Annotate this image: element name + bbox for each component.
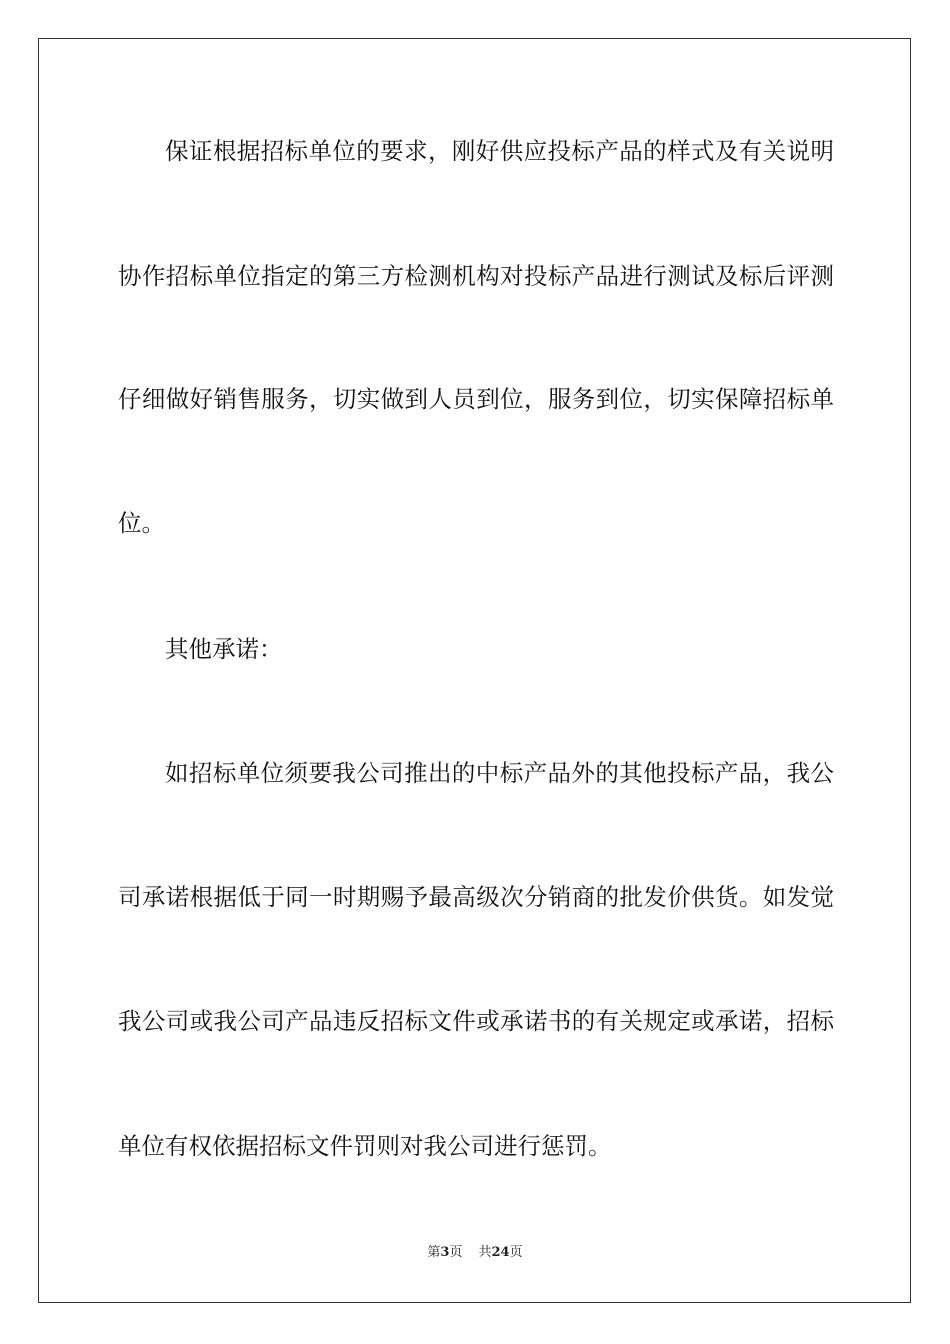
page-border: [38, 38, 911, 1303]
paragraph-line-7: 司承诺根据低于同一时期赐予最高级次分销商的批发价供货。如发觉: [118, 883, 834, 911]
paragraph-line-2: 协作招标单位指定的第三方检测机构对投标产品进行测试及标后评测: [118, 262, 834, 290]
footer-page-current: 3: [440, 1245, 450, 1260]
paragraph-line-1: 保证根据招标单位的要求，刚好供应投标产品的样式及有关说明: [165, 137, 834, 165]
paragraph-line-4: 位。: [118, 509, 165, 537]
footer-page-total: 24: [491, 1245, 510, 1260]
paragraph-line-6: 如招标单位须要我公司推出的中标产品外的其他投标产品，我公: [165, 759, 834, 787]
section-heading-other-promises: 其他承诺：: [165, 635, 283, 663]
footer-total-prefix: 共: [478, 1245, 492, 1260]
paragraph-line-9: 单位有权依据招标文件罚则对我公司进行惩罚。: [118, 1132, 612, 1160]
paragraph-line-3: 仔细做好销售服务，切实做到人员到位，服务到位，切实保障招标单: [118, 385, 834, 413]
paragraph-line-8: 我公司或我公司产品违反招标文件或承诺书的有关规定或承诺，招标: [118, 1007, 834, 1035]
footer-total-unit: 页: [509, 1245, 523, 1260]
footer-page-unit: 页: [449, 1245, 463, 1260]
page-footer: [0, 1244, 950, 1262]
footer-page-prefix: 第: [427, 1245, 441, 1260]
